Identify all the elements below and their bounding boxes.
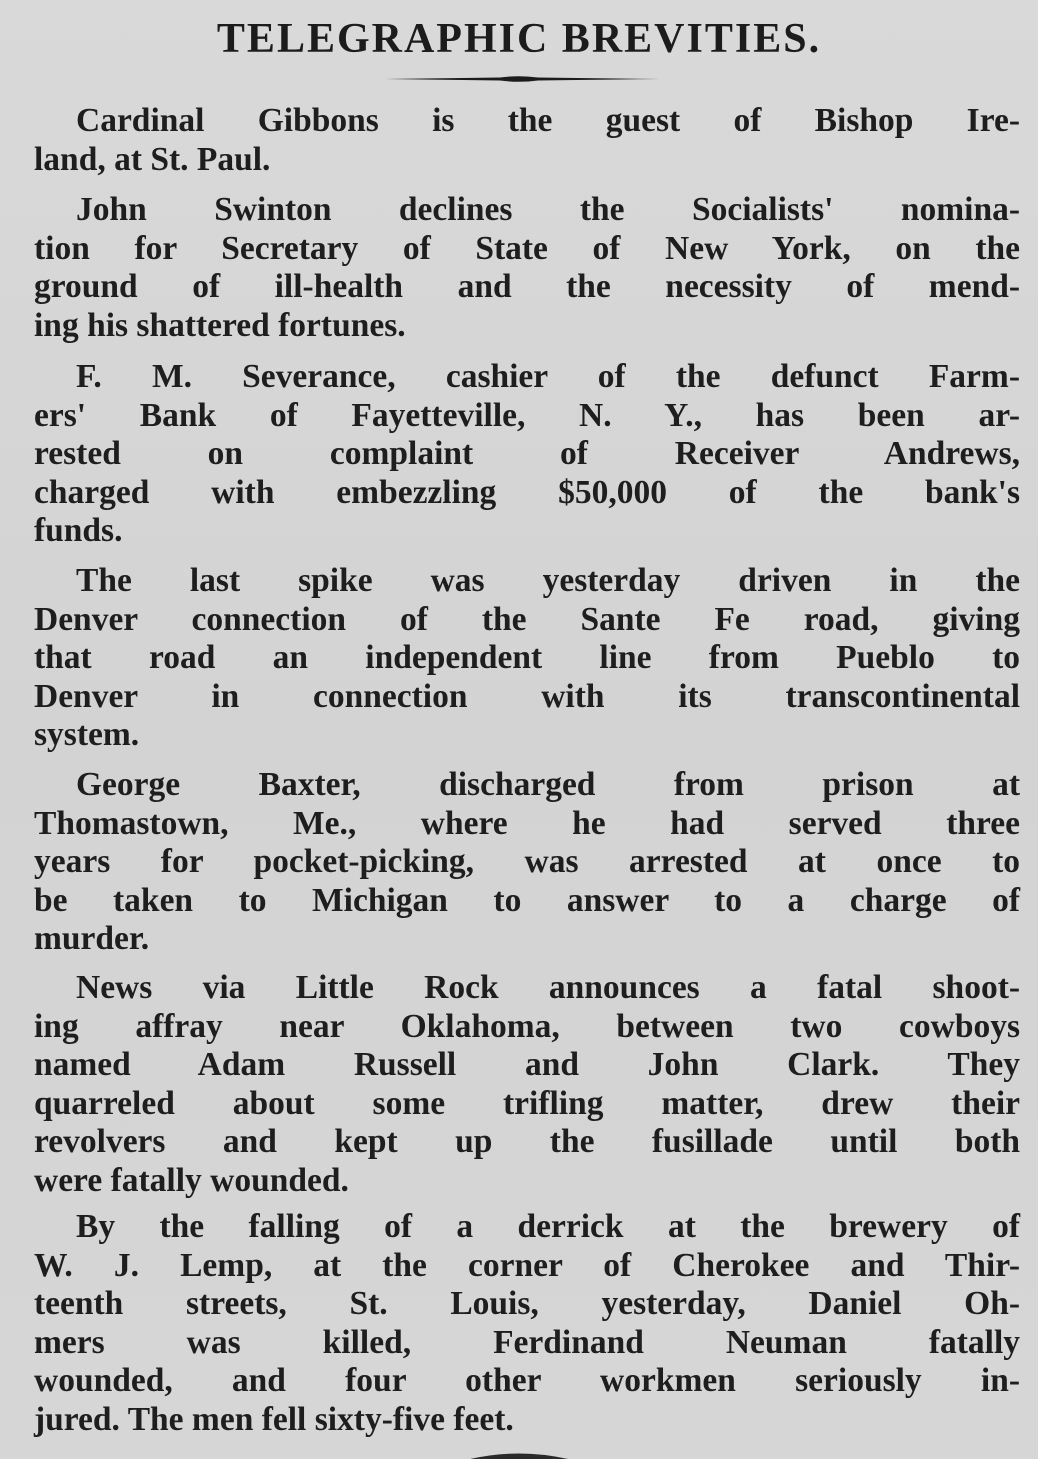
article-last-spike xyxy=(34,562,1020,755)
article-line: By the falling of a derrick at the brewery of xyxy=(76,1208,1020,1245)
article-derrick-fall xyxy=(34,1208,1020,1440)
article-line: charged with embezzling $50,000 of the bank's xyxy=(34,473,1020,511)
article-line: years for pocket-picking, was arrested at once to xyxy=(34,843,1020,881)
article-line: W. J. Lemp, at the corner of Cherokee and Thir- xyxy=(34,1246,1020,1284)
article-line: George Baxter, discharged from prison at xyxy=(76,766,1020,803)
article-line: mers was killed, Ferdinand Neuman fatally xyxy=(34,1323,1020,1361)
article-john-swinton xyxy=(34,191,1020,345)
article-line: teenth streets, St. Louis, yesterday, Daniel Oh- xyxy=(34,1285,1020,1323)
article-line: F. M. Severance, cashier of the defunct Farm- xyxy=(76,358,1020,395)
article-line: system. xyxy=(34,716,140,754)
bottom-rule xyxy=(0,1446,1038,1459)
headline: TELEGRAPHIC BREVITIES. xyxy=(216,16,822,62)
headline-rule xyxy=(0,72,1038,86)
article-line: that road an independent line from Pueblo to xyxy=(34,639,1020,677)
article-line: The last spike was yesterday driven in the xyxy=(76,562,1020,599)
article-line: wounded, and four other workmen seriously in- xyxy=(34,1362,1020,1400)
article-line: John Swinton declines the Socialists' nomina- xyxy=(76,191,1020,228)
article-line: quarreled about some trifling matter, drew their xyxy=(34,1084,1020,1122)
article-cardinal-gibbons xyxy=(34,102,1020,179)
article-line: tion for Secretary of State of New York, on the xyxy=(34,229,1020,267)
article-line: Denver in connection with its transcontinental xyxy=(34,677,1020,715)
article-line: ground of ill-health and the necessity of mend- xyxy=(34,268,1020,306)
article-line: be taken to Michigan to answer to a charge of xyxy=(34,881,1020,919)
article-line: ers' Bank of Fayetteville, N. Y., has been ar- xyxy=(34,396,1020,434)
article-line: were fatally wounded. xyxy=(34,1161,349,1199)
article-line: News via Little Rock announces a fatal shoot- xyxy=(76,969,1020,1006)
article-line: funds. xyxy=(34,512,123,550)
article-george-baxter xyxy=(34,766,1020,959)
article-line: Cardinal Gibbons is the guest of Bishop Ire- xyxy=(76,102,1020,139)
article-line: ing his shattered fortunes. xyxy=(34,306,406,344)
article-line: jured. The men fell sixty-five feet. xyxy=(34,1400,514,1438)
article-line: ing affray near Oklahoma, between two cowboys xyxy=(34,1007,1020,1045)
article-line: rested on complaint of Receiver Andrews, xyxy=(34,435,1020,473)
article-line: murder. xyxy=(34,920,150,958)
article-line: Denver connection of the Sante Fe road, giving xyxy=(34,600,1020,638)
article-severance xyxy=(34,358,1020,551)
article-line: revolvers and kept up the fusillade until both xyxy=(34,1123,1020,1161)
article-line: named Adam Russell and John Clark. They xyxy=(34,1046,1020,1084)
article-line: land, at St. Paul. xyxy=(34,140,271,178)
article-little-rock xyxy=(34,969,1020,1201)
article-line: Thomastown, Me., where he had served three xyxy=(34,804,1020,842)
